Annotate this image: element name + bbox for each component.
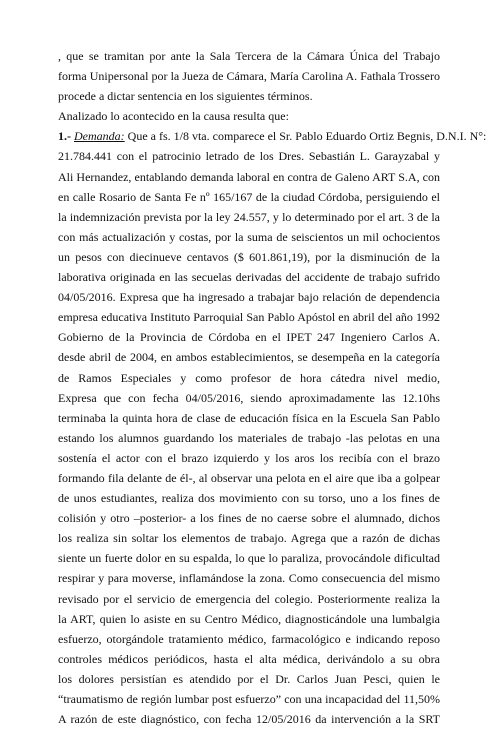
text-line: en calle Rosario de Santa Fe nº 165/167 de la ciudad Córdoba, persiguiendo el	[58, 189, 440, 204]
text-line: un pesos con diecinueve centavos ($ 601.861,19), por la disminución de la	[58, 249, 440, 264]
text-line: Ali Hernandez, entablando demanda laboral en contra de Galeno ART S.A, con	[58, 169, 440, 184]
text-line: 04/05/2016. Expresa que ha ingresado a trabajar bajo relación de dependencia	[58, 290, 440, 305]
text-line: 21.784.441 con el patrocinio letrado de los Dres. Sebastián L. Garayzabal y	[58, 149, 440, 164]
text-line: revisado por el servicio de emergencia del colegio. Posteriormente realiza la	[58, 591, 440, 606]
text-line: la indemnización prevista por la ley 24.557, y lo determinado por el art. 3 de la	[58, 209, 440, 224]
item-number: 1.-	[58, 129, 71, 144]
text-line: controles médicos periódicos, hasta el alta médica, derivándolo a su obra	[58, 651, 440, 666]
text-line: los dolores persistían es atendido por el Dr. Carlos Juan Pesci, quien le	[58, 671, 440, 686]
text-line: colisión y otro –posterior- a los fines de no caerse sobre el alumnado, dichos	[58, 511, 440, 526]
text-line: terminaba la quinta hora de clase de educación física en la Escuela San Pablo	[58, 410, 440, 425]
text-line: forma Unipersonal por la Jueza de Cámara, María Carolina A. Fathala Trossero	[58, 69, 440, 84]
text-line: A razón de este diagnóstico, con fecha 12/05/2016 da intervención a la SRT	[58, 712, 440, 727]
document-body	[58, 46, 487, 729]
text-line: de Ramos Especiales y como profesor de hora cátedra nivel medio,	[58, 370, 440, 385]
text-line: “traumatismo de región lumbar post esfuerzo” con una incapacidad del 11,50%	[58, 692, 440, 706]
text-line: con más actualización y costas, por la suma de seiscientos un mil ochocientos	[58, 229, 440, 244]
text-line: Expresa que con fecha 04/05/2016, siendo aproximadamente las 12.10hs	[58, 390, 440, 405]
text-line: formando fila delante de él-, al observar una pelota en el aire que iba a golpear	[58, 470, 440, 485]
text-line: esfuerzo, otorgándole tratamiento médico, farmacológico e indicando reposo	[58, 631, 440, 646]
item-text: Que a fs. 1/8 vta. comparece el Sr. Pablo Eduardo Ortiz Begnis, D.N.I. N°:	[124, 129, 487, 144]
text-line: Gobierno de la Provincia de Córdoba en el IPET 247 Ingeniero Carlos A.	[58, 330, 440, 345]
text-line: , que se tramitan por ante la Sala Tercera de la Cámara Única del Trabajo	[58, 49, 440, 63]
text-line: empresa educativa Instituto Parroquial San Pablo Apóstol en abril del año 1992	[58, 310, 440, 325]
text-line: Analizado lo acontecido en la causa resulta que:	[58, 109, 289, 124]
item-heading: Demanda:	[74, 129, 125, 144]
item-heading-line	[58, 126, 487, 146]
text-line: de unos estudiantes, realiza dos movimiento con su torso, uno a los fines de	[58, 491, 440, 506]
text-line: procede a dictar sentencia en los siguientes términos.	[58, 89, 313, 104]
text-line: sostenía el actor con el brazo izquierdo y los aros los recibía con el brazo	[58, 450, 440, 465]
text-line: desde abril de 2004, en ambos establecimientos, se desempeña en la categoría	[58, 350, 440, 365]
text-line: respirar y para moverse, inflamándose la zona. Como consecuencia del mismo	[58, 571, 440, 586]
text-line: la ART, quien lo asiste en su Centro Médico, diagnosticándole una lumbalgia	[58, 611, 440, 626]
text-line: los realiza sin soltar los elementos de trabajo. Agrega que a razón de dichas	[58, 531, 440, 546]
text-line: laborativa originada en las secuelas derivadas del accidente de trabajo sufrido	[58, 270, 440, 285]
text-line: siente un fuerte dolor en su espalda, lo que lo paraliza, provocándole dificultad	[58, 551, 440, 566]
text-line: estando los alumnos guardando los materiales de trabajo -las pelotas en una	[58, 430, 440, 445]
